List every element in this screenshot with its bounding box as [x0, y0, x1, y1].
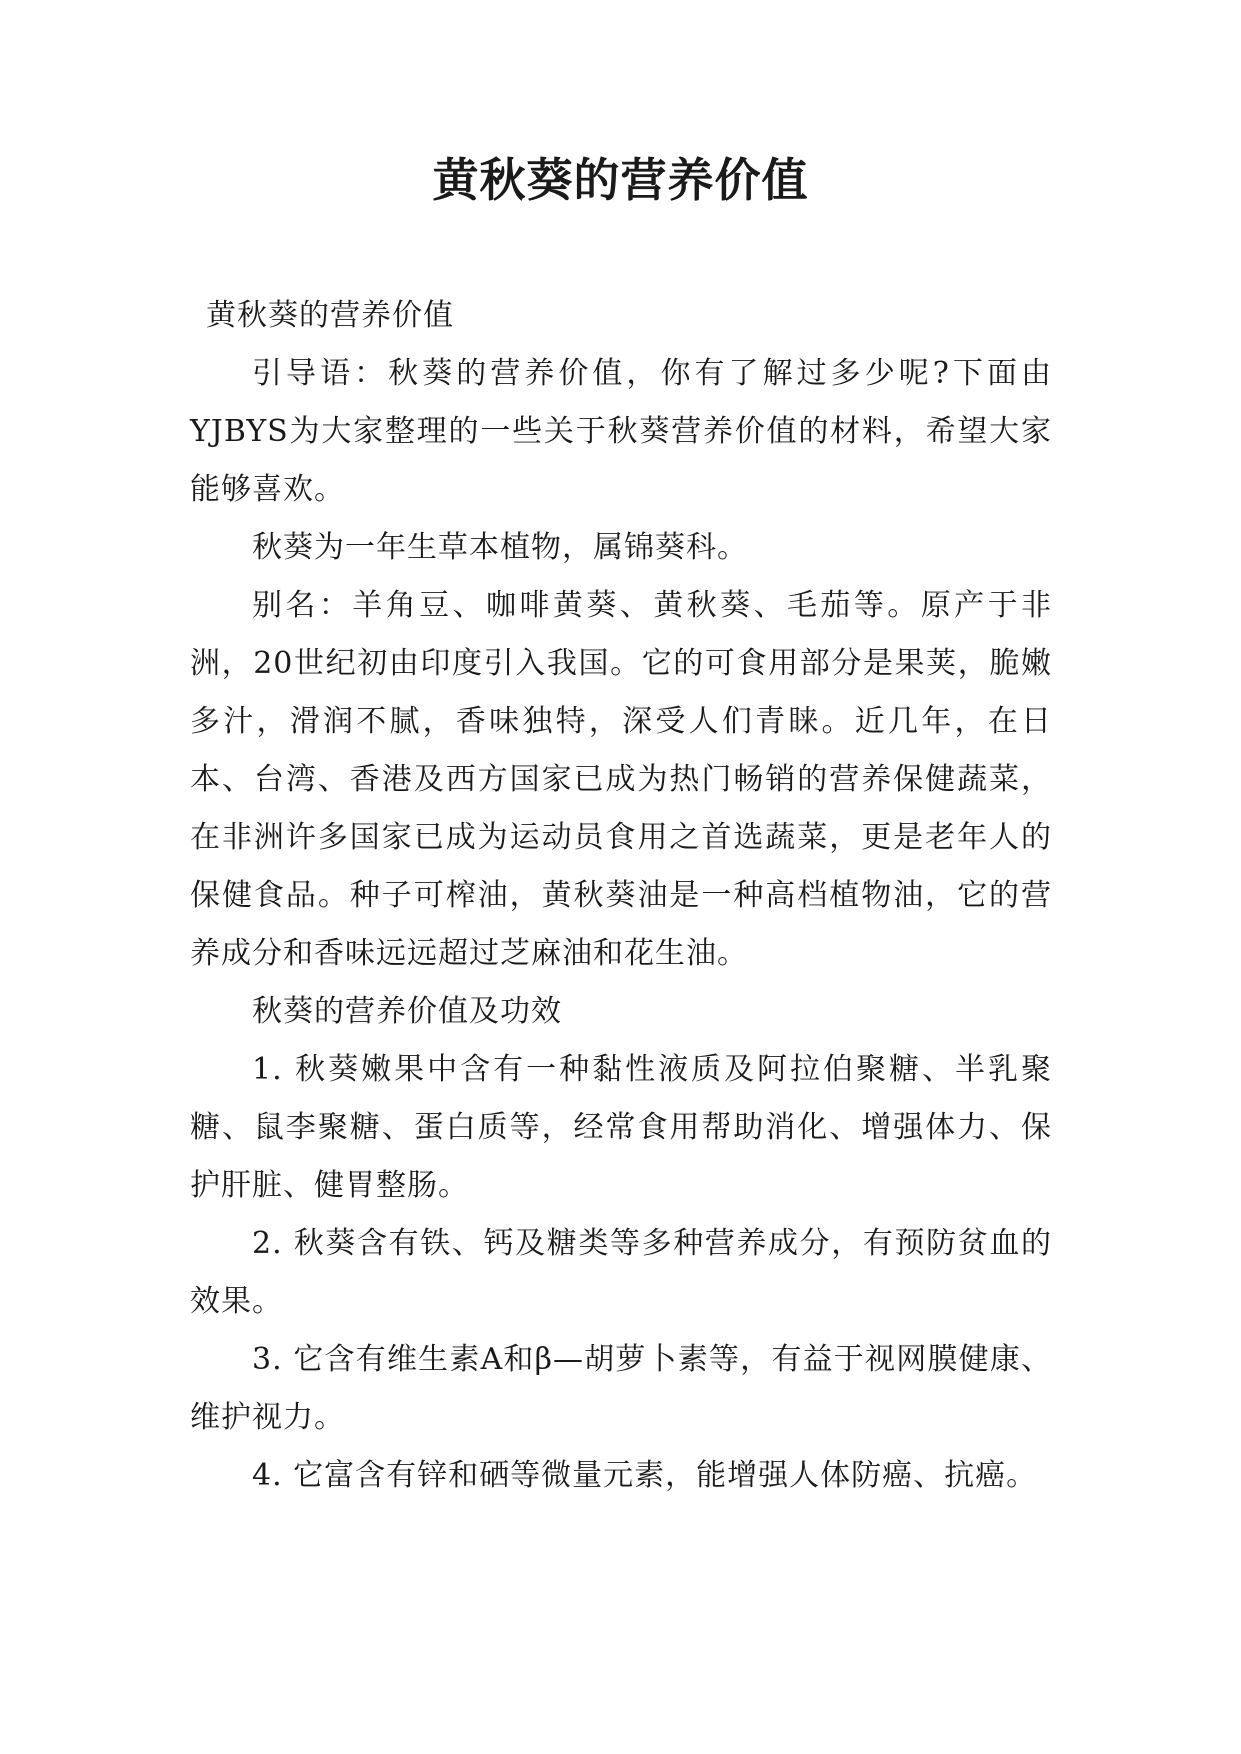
classification-paragraph: 秋葵为一年生草本植物，属锦葵科。 — [252, 530, 748, 565]
subtitle-paragraph: 黄秋葵的营养价值 — [206, 298, 454, 333]
alias-paragraph: 别名：羊角豆、咖啡黄葵、黄秋葵、毛茄等。原产于非洲，20世纪初由印度引入我国。它的可食用部分是果荚，脆嫩多汁，滑润不腻，香味独特，深受人们青睐。近几年，在日本、台湾、香港及西方国家已成为热门畅销的营养保健蔬菜，在非洲许多国家已成为运动员食用之首选蔬菜，更是老年人的保健食品。种子可榨油，黄秋葵油是一种高档植物油，它的营养成分和香味远远超过芝麻油和花生油。 — [190, 588, 1052, 971]
section-heading: 秋葵的营养价值及功效 — [252, 994, 562, 1029]
list-item-4: 4. 它富含有锌和硒等微量元素，能增强人体防癌、抗癌。 — [252, 1458, 1038, 1493]
document-title: 黄秋葵的营养价值 — [432, 153, 809, 207]
list-item-3: 3. 它含有维生素A和β—胡萝卜素等，有益于视网膜健康、维护视力。 — [190, 1342, 1052, 1435]
intro-paragraph: 引导语：秋葵的营养价值，你有了解过多少呢?下面由YJBYS为大家整理的一些关于秋葵营养价值的材料，希望大家能够喜欢。 — [190, 356, 1052, 507]
document-body — [190, 287, 1052, 1505]
list-item-2: 2. 秋葵含有铁、钙及糖类等多种营养成分，有预防贫血的效果。 — [190, 1226, 1052, 1319]
list-item-1: 1. 秋葵嫩果中含有一种黏性液质及阿拉伯聚糖、半乳聚糖、鼠李聚糖、蛋白质等，经常食用帮助消化、增强体力、保护肝脏、健胃整肠。 — [190, 1052, 1052, 1203]
